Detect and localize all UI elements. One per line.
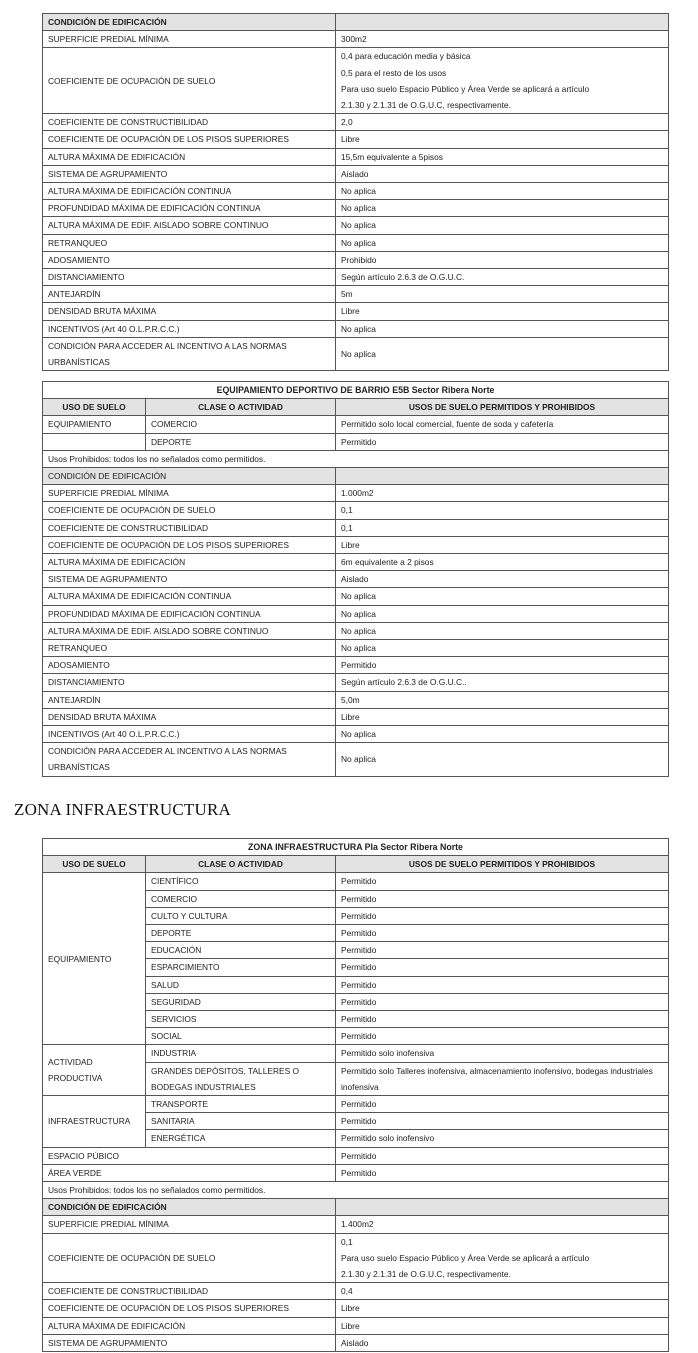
use-row (43, 873, 669, 890)
use-row (43, 416, 669, 433)
permission: Permitido solo local comercial, fuente de soda y cafetería (336, 416, 669, 433)
cell-line: Permitido (341, 660, 377, 671)
parameter-value (336, 31, 669, 48)
parameter-label: DENSIDAD BRUTA MÁXIMA (43, 708, 336, 725)
cell-line: No aplica (341, 754, 376, 765)
cell-line: Libre (341, 306, 360, 317)
table-row (43, 48, 669, 114)
parameter-value (336, 657, 669, 674)
cell-line: Libre (341, 134, 360, 145)
table-row (43, 1233, 669, 1283)
table-row (43, 554, 669, 571)
cell-line: Según artículo 2.6.3 de O.G.U.C.. (341, 677, 467, 688)
cell-line: No aplica (341, 203, 376, 214)
parameter-value (336, 1216, 669, 1233)
parameter-value (336, 1233, 669, 1283)
parameter-label: SUPERFICIE PREDIAL MÍNIMA (43, 31, 336, 48)
parameter-label: ALTURA MÁXIMA DE EDIFICACIÓN CONTINUA (43, 588, 336, 605)
parameter-value (336, 165, 669, 182)
parameter-label: COEFICIENTE DE OCUPACIÓN DE SUELO (43, 1233, 336, 1283)
cell-line: No aplica (341, 237, 376, 248)
condition-header-row (43, 1199, 669, 1216)
clase-actividad: SANITARIA (146, 1113, 336, 1130)
permission: Permitido (336, 1164, 669, 1181)
clase-actividad: DEPORTE (146, 433, 336, 450)
parameter-label: PROFUNDIDAD MÁXIMA DE EDIFICACIÓN CONTINUA (43, 200, 336, 217)
column-header: CLASE O ACTIVIDAD (146, 399, 336, 416)
cell-line: Libre (341, 539, 360, 550)
cell-line: Para uso suelo Espacio Público y Área Verde se aplicará a artículo (341, 83, 590, 94)
parameter-label: ALTURA MÁXIMA DE EDIFICACIÓN (43, 148, 336, 165)
parameter-label: COEFICIENTE DE OCUPACIÓN DE LOS PISOS SUPERIORES (43, 1300, 336, 1317)
parameter-label: ANTEJARDÍN (43, 286, 336, 303)
cell-line: 15,5m equivalente a 5pisos (341, 151, 443, 162)
parameter-value (336, 519, 669, 536)
cell-line: 6m equivalente a 2 pisos (341, 557, 434, 568)
parameter-value (336, 1317, 669, 1334)
table-row (43, 571, 669, 588)
table-row (43, 588, 669, 605)
parameter-value (336, 48, 669, 114)
use-row (43, 1164, 669, 1181)
permission: Permitido (336, 1113, 669, 1130)
cell-line: No aplica (341, 220, 376, 231)
table-title: EQUIPAMIENTO DEPORTIVO DE BARRIO E5B Sector Ribera Norte (43, 382, 669, 399)
table-row (43, 251, 669, 268)
cell-line: ACTIVIDAD (48, 1057, 93, 1068)
cell-line: 0,5 para el resto de los usos (341, 67, 447, 78)
permission: Permitido (336, 1147, 669, 1164)
permission: Permitido (336, 993, 669, 1010)
building-conditions-table (42, 13, 669, 371)
parameter-label: RETRANQUEO (43, 640, 336, 657)
parameter-value (336, 234, 669, 251)
cell-line: No aplica (341, 729, 376, 740)
table-row (43, 640, 669, 657)
clase-actividad: ESPARCIMIENTO (146, 959, 336, 976)
uso-de-suelo: EQUIPAMIENTO (43, 873, 146, 1045)
parameter-value (336, 691, 669, 708)
table-row (43, 131, 669, 148)
uso-de-suelo: ÁREA VERDE (43, 1164, 336, 1181)
table-row (43, 320, 669, 337)
table-row (43, 337, 669, 370)
parameter-value (336, 200, 669, 217)
clase-actividad: ENERGÉTICA (146, 1130, 336, 1147)
column-header: USOS DE SUELO PERMITIDOS Y PROHIBIDOS (336, 399, 669, 416)
condition-header-blank (336, 1199, 669, 1216)
parameter-label: COEFICIENTE DE CONSTRUCTIBILIDAD (43, 114, 336, 131)
cell-line: PRODUCTIVA (48, 1073, 103, 1084)
parameter-value (336, 674, 669, 691)
parameter-value (336, 622, 669, 639)
clase-actividad: CIENTÍFICO (146, 873, 336, 890)
uso-de-suelo: ESPACIO PÚBICO (43, 1147, 336, 1164)
parameter-label: SUPERFICIE PREDIAL MÍNIMA (43, 1216, 336, 1233)
condition-header-row (43, 468, 669, 485)
parameter-value (336, 131, 669, 148)
parameter-value (336, 114, 669, 131)
parameter-label: COEFICIENTE DE OCUPACIÓN DE LOS PISOS SUPERIORES (43, 536, 336, 553)
table-row (43, 485, 669, 502)
permission: Permitido (336, 959, 669, 976)
column-header: USO DE SUELO (43, 856, 146, 873)
use-row (43, 1096, 669, 1113)
cell-line: No aplica (341, 608, 376, 619)
parameter-value (336, 726, 669, 743)
cell-line: Aislado (341, 1337, 369, 1348)
condition-header-blank (336, 14, 669, 31)
parameter-label: CONDICIÓN PARA ACCEDER AL INCENTIVO A LAS NORMAS URBANÍSTICAS (43, 337, 336, 370)
zona-infraestructura-table (42, 838, 669, 1352)
parameter-label: ADOSAMIENTO (43, 657, 336, 674)
permission: Permitido (336, 433, 669, 450)
cell-line: 1.400m2 (341, 1219, 374, 1230)
table-row (43, 536, 669, 553)
table-row (43, 743, 669, 776)
clase-actividad: EDUCACIÓN (146, 942, 336, 959)
cell-line: 5,0m (341, 694, 360, 705)
parameter-label: INCENTIVOS (Art 40 O.L.P.R.C.C.) (43, 320, 336, 337)
table-row (43, 622, 669, 639)
column-header-row (43, 856, 669, 873)
cell-line: Libre (341, 1320, 360, 1331)
table-row (43, 165, 669, 182)
cell-line: Para uso suelo Espacio Público y Área Verde se aplicará a artículo (341, 1252, 590, 1263)
column-header-row (43, 399, 669, 416)
permission: Permitido (336, 873, 669, 890)
parameter-value (336, 588, 669, 605)
parameter-label: INCENTIVOS (Art 40 O.L.P.R.C.C.) (43, 726, 336, 743)
cell-line: 0,4 (341, 1286, 353, 1297)
parameter-value (336, 743, 669, 776)
column-header: USO DE SUELO (43, 399, 146, 416)
parameter-value (336, 286, 669, 303)
table-title: ZONA INFRAESTRUCTURA PIa Sector Ribera Norte (43, 839, 669, 856)
parameter-label: ALTURA MÁXIMA DE EDIF. AISLADO SOBRE CONTINUO (43, 217, 336, 234)
use-row (43, 433, 669, 450)
cell-line: No aplica (341, 323, 376, 334)
table-row (43, 31, 669, 48)
parameter-label: ALTURA MÁXIMA DE EDIFICACIÓN (43, 1317, 336, 1334)
table-row (43, 217, 669, 234)
table-row (43, 1300, 669, 1317)
table-row (43, 519, 669, 536)
parameter-label: COEFICIENTE DE OCUPACIÓN DE SUELO (43, 502, 336, 519)
cell-line: No aplica (341, 643, 376, 654)
parameter-label: DISTANCIAMIENTO (43, 674, 336, 691)
cell-line: 2,0 (341, 117, 353, 128)
cell-line: No aplica (341, 591, 376, 602)
cell-line: No aplica (341, 625, 376, 636)
parameter-label: COEFICIENTE DE CONSTRUCTIBILIDAD (43, 1283, 336, 1300)
clase-actividad: COMERCIO (146, 416, 336, 433)
permission: Permitido solo Talleres inofensiva, almacenamiento inofensivo, bodegas industriales inofensiva (336, 1062, 669, 1095)
parameter-value (336, 217, 669, 234)
parameter-label: ALTURA MÁXIMA DE EDIFICACIÓN CONTINUA (43, 183, 336, 200)
prohibited-note-row (43, 450, 669, 467)
column-header: CLASE O ACTIVIDAD (146, 856, 336, 873)
parameter-label: DENSIDAD BRUTA MÁXIMA (43, 303, 336, 320)
cell-line: 0,1 (341, 1236, 353, 1247)
table-row (43, 114, 669, 131)
parameter-label: CONDICIÓN PARA ACCEDER AL INCENTIVO A LAS NORMAS URBANÍSTICAS (43, 743, 336, 776)
parameter-label: ALTURA MÁXIMA DE EDIF. AISLADO SOBRE CONTINUO (43, 622, 336, 639)
table-title-row (43, 382, 669, 399)
table-row (43, 200, 669, 217)
parameter-value (336, 303, 669, 320)
parameter-value (336, 502, 669, 519)
cell-line: 300m2 (341, 34, 367, 45)
parameter-label: RETRANQUEO (43, 234, 336, 251)
permission: Permitido (336, 1096, 669, 1113)
clase-actividad: SEGURIDAD (146, 993, 336, 1010)
parameter-value (336, 536, 669, 553)
parameter-value (336, 183, 669, 200)
condition-header-row (43, 14, 669, 31)
table-row (43, 1216, 669, 1233)
condition-header-blank (336, 468, 669, 485)
prohibited-note: Usos Prohibidos: todos los no señalados como permitidos. (43, 450, 669, 467)
table-row (43, 1334, 669, 1351)
table-row (43, 183, 669, 200)
section-heading: ZONA INFRAESTRUCTURA (14, 800, 231, 819)
clase-actividad: DEPORTE (146, 925, 336, 942)
table-row (43, 605, 669, 622)
uso-de-suelo (43, 433, 146, 450)
cell-line: 2.1.30 y 2.1.31 de O.G.U.C, respectivamente. (341, 1269, 511, 1280)
use-row (43, 1045, 669, 1062)
table-row (43, 148, 669, 165)
table-title-row (43, 839, 669, 856)
uso-de-suelo (43, 1045, 146, 1096)
cell-line: 1.000m2 (341, 488, 374, 499)
table-row (43, 674, 669, 691)
clase-actividad: SALUD (146, 976, 336, 993)
parameter-label: COEFICIENTE DE OCUPACIÓN DE SUELO (43, 48, 336, 114)
parameter-label: ADOSAMIENTO (43, 251, 336, 268)
table-row (43, 657, 669, 674)
cell-line: 5m (341, 289, 353, 300)
parameter-value (336, 1300, 669, 1317)
parameter-value (336, 1283, 669, 1300)
table-row (43, 286, 669, 303)
prohibited-note-row (43, 1182, 669, 1199)
parameter-value (336, 485, 669, 502)
permission: Permitido solo inofensiva (336, 1045, 669, 1062)
cell-line: Aislado (341, 574, 369, 585)
clase-actividad: TRANSPORTE (146, 1096, 336, 1113)
parameter-value (336, 148, 669, 165)
permission: Permitido (336, 925, 669, 942)
permission: Permitido (336, 976, 669, 993)
condition-header: CONDICIÓN DE EDIFICACIÓN (43, 468, 336, 485)
table-row (43, 1283, 669, 1300)
table-row (43, 708, 669, 725)
clase-actividad: COMERCIO (146, 890, 336, 907)
parameter-label: ANTEJARDÍN (43, 691, 336, 708)
permission: Permitido (336, 942, 669, 959)
permission: Permitido (336, 890, 669, 907)
permission: Permitido (336, 1028, 669, 1045)
parameter-value (336, 554, 669, 571)
cell-line: No aplica (341, 186, 376, 197)
parameter-label: SISTEMA DE AGRUPAMIENTO (43, 571, 336, 588)
table-row (43, 303, 669, 320)
parameter-label: PROFUNDIDAD MÁXIMA DE EDIFICACIÓN CONTINUA (43, 605, 336, 622)
cell-line: Aislado (341, 168, 369, 179)
parameter-value (336, 708, 669, 725)
parameter-label: SISTEMA DE AGRUPAMIENTO (43, 1334, 336, 1351)
prohibited-note: Usos Prohibidos: todos los no señalados como permitidos. (43, 1182, 669, 1199)
equipamiento-deportivo-table (42, 381, 669, 777)
parameter-value (336, 640, 669, 657)
table-row (43, 691, 669, 708)
column-header: USOS DE SUELO PERMITIDOS Y PROHIBIDOS (336, 856, 669, 873)
cell-line: 0,1 (341, 505, 353, 516)
cell-line: Según artículo 2.6.3 de O.G.U.C. (341, 272, 465, 283)
clase-actividad: SERVICIOS (146, 1011, 336, 1028)
parameter-label: COEFICIENTE DE OCUPACIÓN DE LOS PISOS SUPERIORES (43, 131, 336, 148)
condition-header: CONDICIÓN DE EDIFICACIÓN (43, 14, 336, 31)
uso-de-suelo: INFRAESTRUCTURA (43, 1096, 146, 1148)
table-row (43, 1317, 669, 1334)
parameter-label: ALTURA MÁXIMA DE EDIFICACIÓN (43, 554, 336, 571)
parameter-value (336, 571, 669, 588)
permission: Permitido (336, 1011, 669, 1028)
parameter-label: COEFICIENTE DE CONSTRUCTIBILIDAD (43, 519, 336, 536)
parameter-label: SUPERFICIE PREDIAL MÍNIMA (43, 485, 336, 502)
clase-actividad: INDUSTRIA (146, 1045, 336, 1062)
use-row (43, 1147, 669, 1164)
permission: Permitido (336, 907, 669, 924)
parameter-value (336, 605, 669, 622)
cell-line: 2.1.30 y 2.1.31 de O.G.U.C, respectivamente. (341, 100, 511, 111)
uso-de-suelo: EQUIPAMIENTO (43, 416, 146, 433)
cell-line: 0,4 para educación media y básica (341, 51, 471, 62)
parameter-value (336, 269, 669, 286)
table-row (43, 726, 669, 743)
table-row (43, 502, 669, 519)
parameter-value (336, 320, 669, 337)
permission: Permitido solo inofensivo (336, 1130, 669, 1147)
table-row (43, 269, 669, 286)
cell-line: Libre (341, 711, 360, 722)
parameter-value (336, 337, 669, 370)
cell-line: Prohibido (341, 254, 377, 265)
cell-line: No aplica (341, 348, 376, 359)
parameter-value (336, 251, 669, 268)
cell-line: 0,1 (341, 522, 353, 533)
clase-actividad: GRANDES DEPÓSITOS, TALLERES O BODEGAS INDUSTRIALES (146, 1062, 336, 1095)
cell-line: Libre (341, 1303, 360, 1314)
clase-actividad: SOCIAL (146, 1028, 336, 1045)
condition-header: CONDICIÓN DE EDIFICACIÓN (43, 1199, 336, 1216)
parameter-label: DISTANCIAMIENTO (43, 269, 336, 286)
table-row (43, 234, 669, 251)
clase-actividad: CULTO Y CULTURA (146, 907, 336, 924)
parameter-value (336, 1334, 669, 1351)
parameter-label: SISTEMA DE AGRUPAMIENTO (43, 165, 336, 182)
